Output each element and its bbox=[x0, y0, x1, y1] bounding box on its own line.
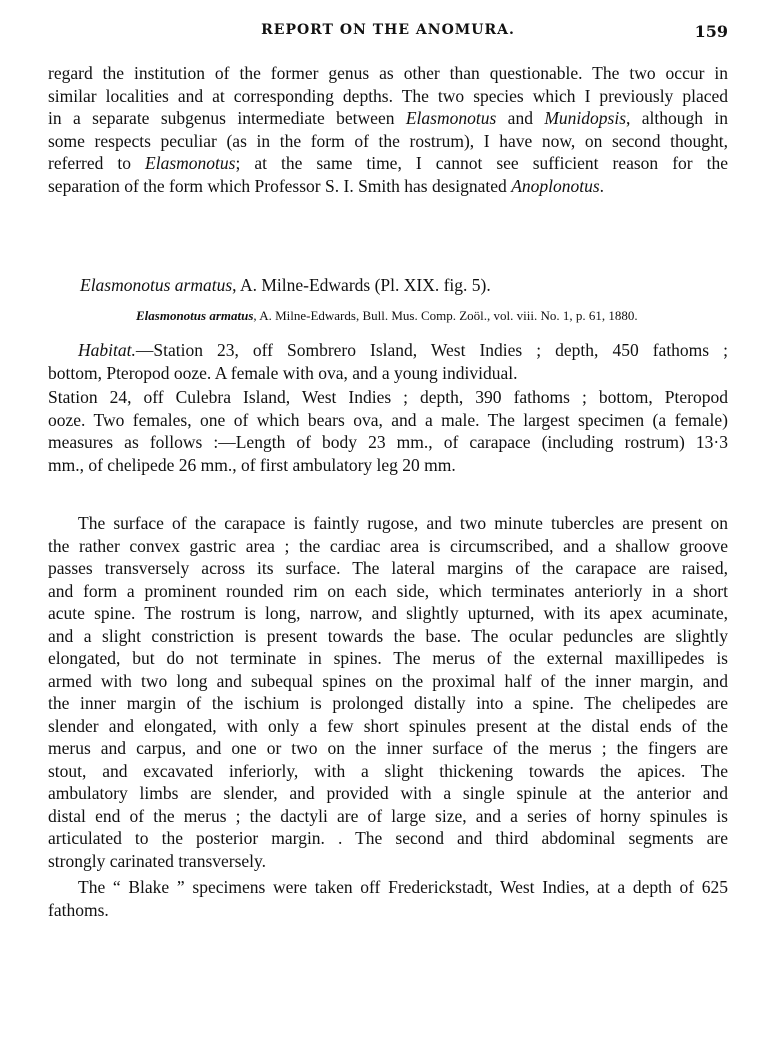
paragraph-description bbox=[48, 512, 728, 872]
page-number: 159 bbox=[694, 22, 728, 41]
text-line: separation of the form which Professor S. I. Smith has designated Anoplonotus. bbox=[48, 175, 605, 196]
text-span: —Station 23, off Sombrero Island, West Indies ; depth, 450 fathoms ; bbox=[135, 340, 728, 360]
species-name: Elasmonotus armatus bbox=[80, 275, 233, 295]
text-line: Station 24, off Culebra Island, West Indies ; depth, 390 fathoms ; bottom, Pteropod bbox=[48, 387, 728, 407]
text-line: strongly carinated transversely. bbox=[48, 850, 267, 871]
paragraph-intro bbox=[48, 62, 728, 197]
text-line: elongated, but do not terminate in spines. The merus of the external maxillipedes is bbox=[48, 648, 728, 668]
paragraph-station24 bbox=[48, 386, 728, 476]
text-line: and a slight constriction is present towards the base. The ocular peduncles are slightly bbox=[48, 625, 728, 646]
text-line: The surface of the carapace is faintly rugose, and two minute tubercles are present on bbox=[78, 513, 728, 533]
text-line: mm., of chelipede 26 mm., of first ambulatory leg 20 mm. bbox=[48, 454, 456, 475]
text-line: the inner margin of the ischium is prolonged distally into a spine. The chelipedes are bbox=[48, 693, 728, 713]
text-line: ooze. Two females, one of which bears ova, and a male. The largest specimen (a female) bbox=[48, 409, 728, 430]
text-line: and form a prominent rounded rim on each side, which terminates anteriorly in a short bbox=[48, 580, 728, 601]
paragraph-blake bbox=[48, 876, 728, 921]
species-authority: , A. Milne-Edwards (Pl. XIX. fig. 5). bbox=[232, 275, 491, 295]
text-line: referred to Elasmonotus; at the same time, I cannot see sufficient reason for the bbox=[48, 153, 728, 173]
text-line: regard the institution of the former genus as other than questionable. The two occur in bbox=[48, 63, 728, 83]
text-line: acute spine. The rostrum is long, narrow, and slightly upturned, with its apex acuminate, bbox=[48, 603, 728, 623]
text-line: distal end of the merus ; the dactyli are of large size, and a series of horny spinules is bbox=[48, 805, 728, 826]
text-line: in a separate subgenus intermediate between Elasmonotus and Munidopsis, although in bbox=[48, 108, 728, 128]
citation-reference: , A. Milne-Edwards, Bull. Mus. Comp. Zoöl., vol. viii. No. 1, p. 61, 1880. bbox=[253, 308, 638, 323]
text-line: slender and elongated, with only a few short spinules present at the distal ends of the bbox=[48, 715, 728, 736]
text-line: measures as follows :—Length of body 23 mm., of carapace (including rostrum) 13·3 bbox=[48, 432, 728, 452]
text-line bbox=[48, 339, 728, 362]
text-line: ambulatory limbs are slender, and provided with a single spinule at the anterior and bbox=[48, 783, 728, 803]
species-heading bbox=[80, 274, 491, 296]
habitat-paragraph bbox=[48, 339, 728, 384]
text-line: armed with two long and subequal spines on the proximal half of the inner margin, and bbox=[48, 670, 728, 691]
text-line: some respects peculiar (as in the form of the rostrum), I have now, on second thought, bbox=[48, 130, 728, 151]
text-line: The “ Blake ” specimens were taken off Frederickstadt, West Indies, at a depth of 625 bbox=[78, 877, 728, 897]
text-line: similar localities and at corresponding depths. The two species which I previously placed bbox=[48, 85, 728, 106]
running-header bbox=[48, 22, 728, 44]
text-line: articulated to the posterior margin. . The second and third abdominal segments are bbox=[48, 828, 728, 848]
text-line: bottom, Pteropod ooze. A female with ova, and a young individual. bbox=[48, 362, 518, 383]
text-line: stout, and excavated inferiorly, with a slight thickening towards the apices. The bbox=[48, 760, 728, 781]
habitat-label: Habitat. bbox=[78, 340, 136, 360]
citation-name: Elasmonotus armatus bbox=[136, 308, 254, 323]
citation bbox=[136, 307, 638, 325]
text-line: merus and carpus, and one or two on the inner surface of the merus ; the fingers are bbox=[48, 738, 728, 758]
text-line: fathoms. bbox=[48, 899, 109, 920]
text-line: passes transversely across its surface. The lateral margins of the carapace are raised, bbox=[48, 558, 728, 578]
running-title: REPORT ON THE ANOMURA. bbox=[261, 22, 515, 38]
text-line: the rather convex gastric area ; the cardiac area is circumscribed, and a shallow groove bbox=[48, 535, 728, 556]
